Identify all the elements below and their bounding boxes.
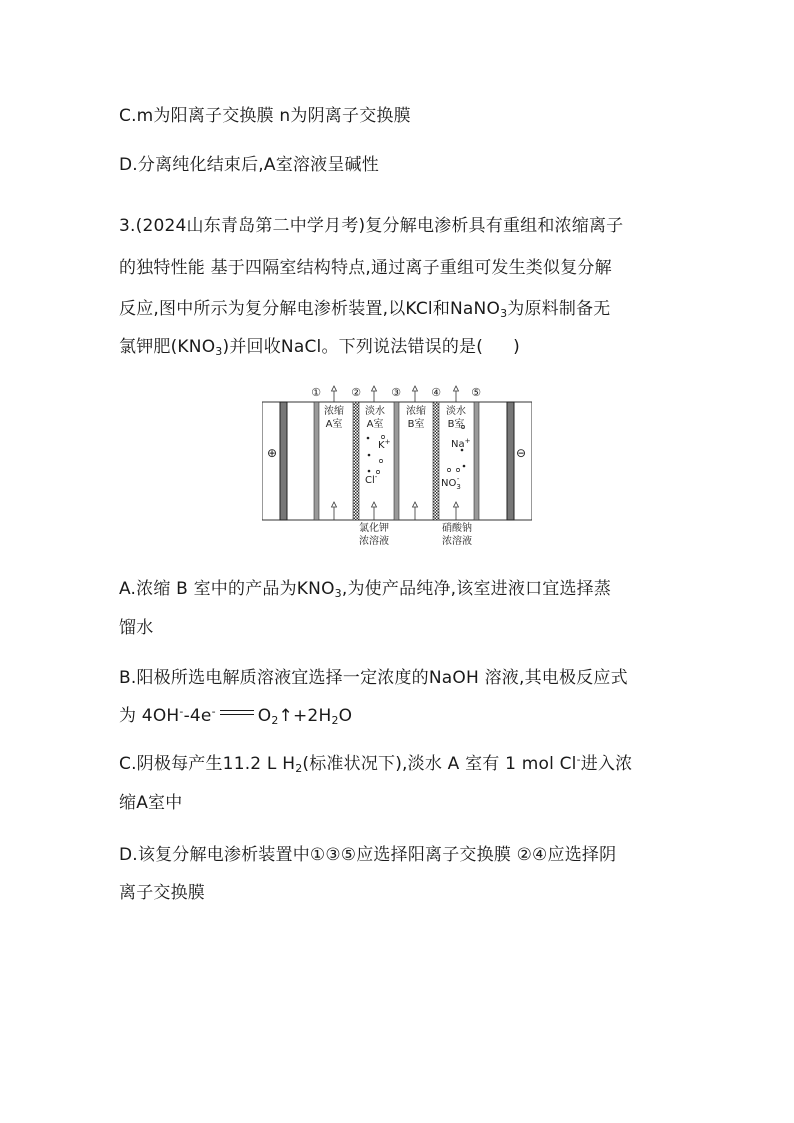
- feed-kcl-label-1: 氯化钾: [359, 523, 389, 534]
- equation-equals-sign: [220, 708, 254, 718]
- chamber-1-label-2: A室: [325, 419, 343, 430]
- membrane-1: [314, 402, 319, 520]
- chamber-4-label-2: B室: [447, 419, 465, 430]
- option-c-line-1: C.阴极每产生11.2 L $H_2$(标准状况下),淡水 A 室有 1 mol Cl-进入浓: [119, 753, 633, 775]
- membrane-3: [394, 402, 399, 520]
- membrane-label-3: ③: [391, 386, 401, 399]
- membrane-label-1: ①: [311, 386, 321, 399]
- option-b-line-1: B.阳极所选电解质溶液宜选择一定浓度的NaOH 溶液,其电极反应式: [119, 668, 628, 688]
- question-3-stem-line-4: 氯钾肥$(KNO_3)$并回收NaCl。下列说法错误的是( ): [119, 337, 520, 358]
- ion-no3-label: $NO_3-$: [441, 475, 461, 491]
- feed-nano3-label-2: 浓溶液: [442, 536, 472, 547]
- cathode-electrode: [507, 402, 514, 520]
- ion-k-label: K+: [378, 438, 391, 451]
- anode-electrode: [280, 402, 287, 520]
- chamber-3-label-2: B室: [407, 419, 425, 430]
- option-a-line-2: 馏水: [119, 618, 154, 638]
- membrane-label-4: ④: [431, 386, 441, 399]
- ion-na-label: Na+: [451, 437, 471, 450]
- membrane-label-5: ⑤: [471, 386, 481, 399]
- option-b-line-2: 为 4OH--4e- $O_2↑+2H_2O$: [119, 705, 353, 727]
- chamber-2-label-1: 淡水: [365, 406, 385, 417]
- ion-cl-label: Cl-: [365, 473, 378, 486]
- question-3-stem-line-3: 反应,图中所示为复分解电渗析装置,以KCl和NaNO$_3$为原料制备无: [119, 299, 611, 320]
- option-d-line-1: D.该复分解电渗析装置中①③⑤应选择阳离子交换膜 ②④应选择阴: [119, 845, 617, 865]
- option-d-previous: D.分离纯化结束后,A室溶液呈碱性: [119, 155, 379, 175]
- electrodialysis-diagram: [262, 384, 532, 550]
- chamber-1-label-1: 浓缩: [324, 406, 344, 417]
- feed-kcl-label-2: 浓溶液: [359, 536, 389, 547]
- chamber-4-label-1: 淡水: [446, 406, 466, 417]
- feed-nano3-label-1: 硝酸钠: [442, 523, 472, 534]
- option-c-previous: C.m为阳离子交换膜 n为阴离子交换膜: [119, 106, 411, 126]
- membrane-4: [433, 402, 439, 520]
- question-3-stem-line-2: 的独特性能 基于四隔室结构特点,通过离子重组可发生类似复分解: [119, 258, 612, 278]
- question-3-stem-line-1: 3.(2024山东青岛第二中学月考)复分解电渗析具有重组和浓缩离子: [119, 216, 624, 236]
- option-a-line-1: A.浓缩 B 室中的产品为$KNO_3$,为使产品纯净,该室进液口宜选择蒸: [119, 579, 612, 600]
- anode-sign: ⊕: [266, 446, 278, 460]
- option-d-line-2: 离子交换膜: [119, 883, 205, 903]
- chamber-2-label-2: A室: [366, 419, 384, 430]
- chamber-3-label-1: 浓缩: [406, 406, 426, 417]
- membrane-5: [474, 402, 479, 520]
- membrane-label-2: ②: [351, 386, 361, 399]
- cathode-sign: ⊖: [515, 446, 527, 460]
- option-c-line-2: 缩A室中: [119, 793, 183, 813]
- membrane-2: [353, 402, 359, 520]
